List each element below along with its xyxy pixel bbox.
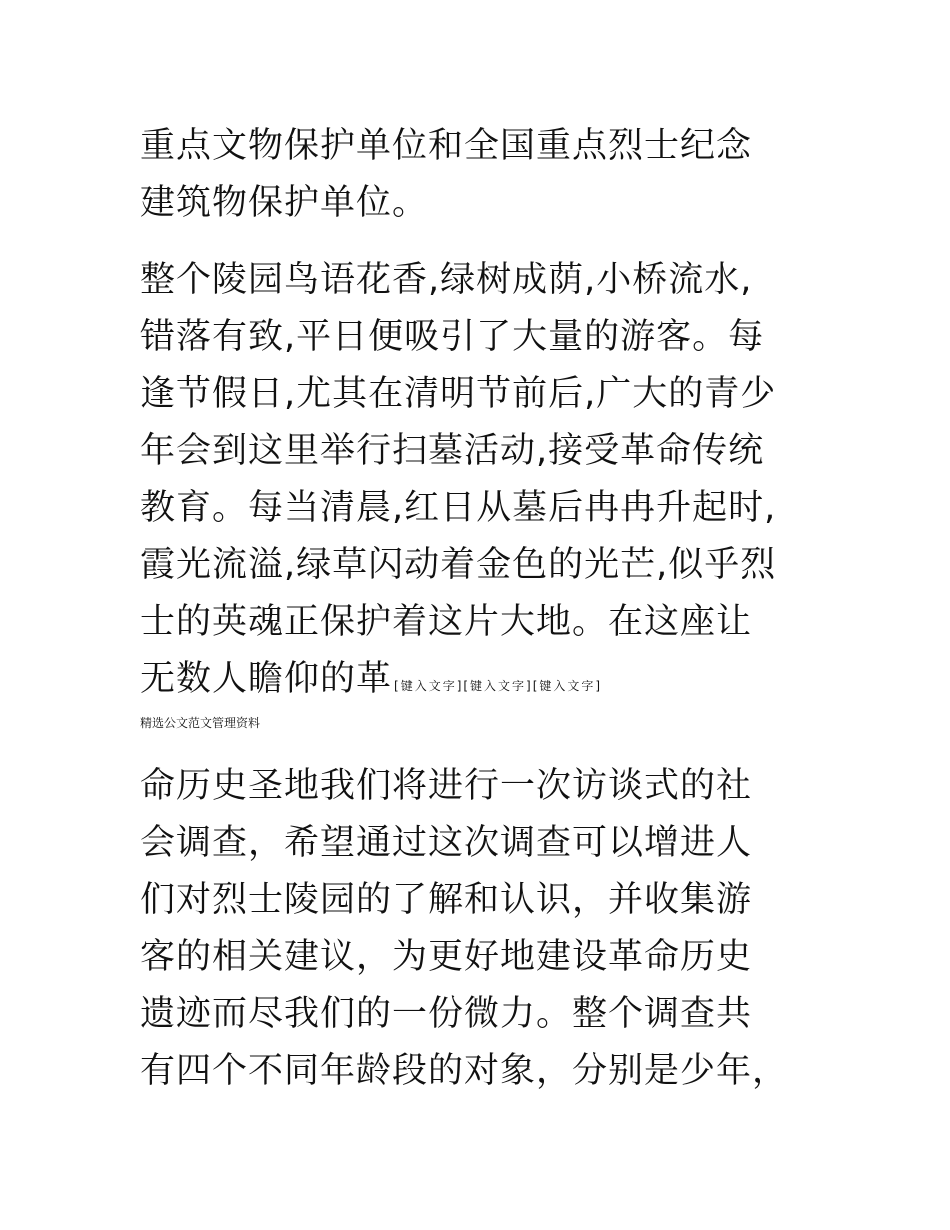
text-line-content: 无数人瞻仰的革	[140, 659, 393, 699]
page-footer: 精选公文范文管理资料	[140, 716, 261, 730]
text-line: 会调查，希望通过这次调查可以增进人	[140, 823, 753, 863]
text-line: 错落有致,平日便吸引了大量的游客。每	[140, 317, 765, 357]
text-line: 年会到这里举行扫墓活动,接受革命传统	[140, 431, 765, 471]
paragraph-3	[140, 758, 840, 1100]
header-placeholder-text: [键入文字][键入文字][键入文字]	[394, 679, 603, 693]
text-line: 有四个不同年龄段的对象，分别是少年，	[140, 1051, 789, 1091]
text-line: 们对烈士陵园的了解和认识，并收集游	[140, 880, 753, 920]
paragraph-1	[140, 118, 840, 232]
text-line: 重点文物保护单位和全国重点烈士纪念	[140, 126, 753, 166]
text-line: 教育。每当清晨,红日从墓后冉冉升起时,	[140, 488, 777, 528]
text-line: 客的相关建议，为更好地建设革命历史	[140, 937, 753, 977]
text-line: 遗迹而尽我们的一份微力。整个调查共	[140, 994, 753, 1034]
text-line: 逢节假日,尤其在清明节前后,广大的青少	[140, 374, 777, 414]
paragraph-2	[140, 252, 840, 708]
text-line: 士的英魂正保护着这片大地。在这座让	[140, 602, 753, 642]
text-line: 命历史圣地我们将进行一次访谈式的社	[140, 766, 753, 806]
text-line: 建筑物保护单位。	[140, 183, 429, 223]
text-line-with-placeholder	[140, 651, 840, 708]
text-line: 霞光流溢,绿草闪动着金色的光芒,似乎烈	[140, 545, 777, 585]
text-line: 整个陵园鸟语花香,绿树成荫,小桥流水,	[140, 260, 753, 300]
